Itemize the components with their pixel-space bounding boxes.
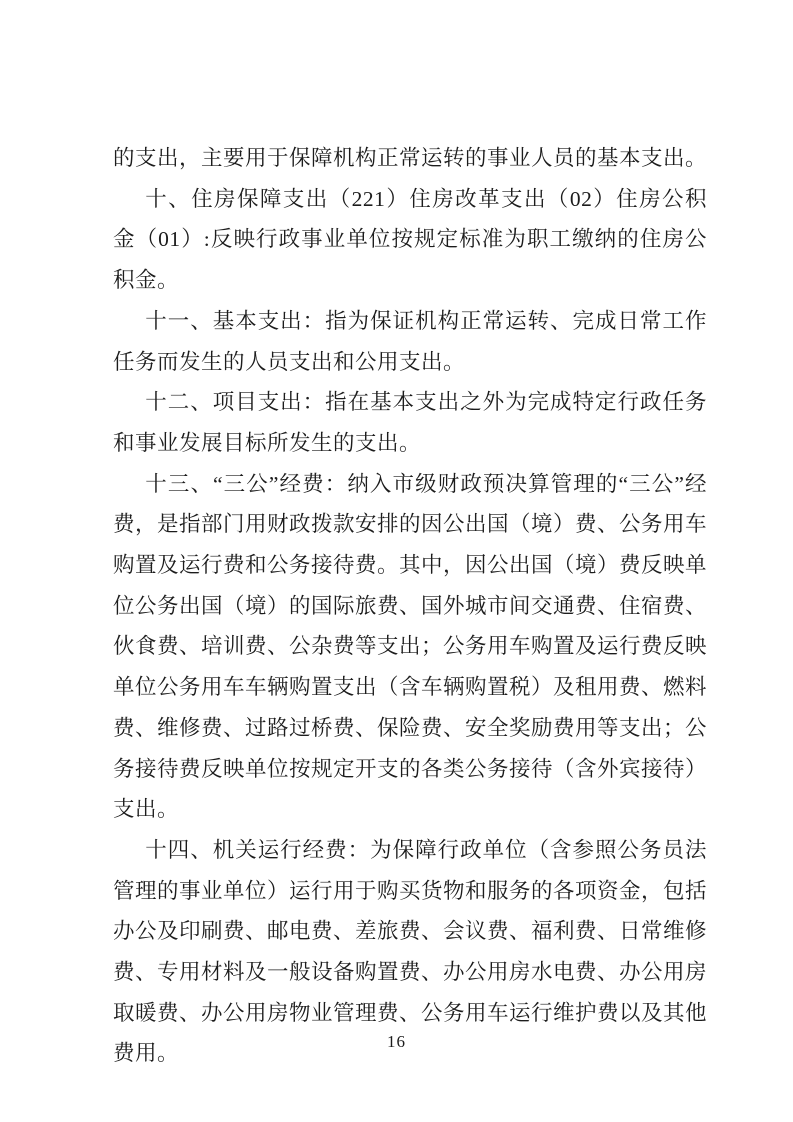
paragraph: 十二、项目支出：指在基本支出之外为完成特定行政任务和事业发展目标所发生的支出。: [113, 390, 707, 455]
document-body: [113, 138, 707, 1074]
paragraph: 十、住房保障支出（221）住房改革支出（02）住房公积金（01）:反映行政事业单位按规定标准为职工缴纳的住房公积金。: [113, 186, 707, 293]
paragraph: 十四、机关运行经费：为保障行政单位（含参照公务员法管理的事业单位）运行用于购买货物和服务的各项资金，包括办公及印刷费、邮电费、差旅费、会议费、福利费、日常维修费、专用材料及一般设备购置费、办公用房水电费、办公用房取暖费、办公用房物业管理费、公务用车运行维护费以及其他费用。: [113, 837, 708, 1066]
page-footer: [0, 1032, 793, 1052]
paragraph: 十三、“三公”经费：纳入市级财政预决算管理的“三公”经费，是指部门用财政拨款安排的因公出国（境）费、公务用车购置及运行费和公务接待费。其中，因公出国（境）费反映单位公务出国（境）的国际旅费、国外城市间交通费、住宿费、伙食费、培训费、公杂费等支出；公务用车购置及运行费反映单位公务用车车辆购置支出（含车辆购置税）及租用费、燃料费、维修费、过路过桥费、保险费、安全奖励费用等支出；公务接待费反映单位按规定开支的各类公务接待（含外宾接待）支出。: [113, 471, 708, 822]
paragraph: 的支出，主要用于保障机构正常运转的事业人员的基本支出。: [113, 146, 708, 170]
paragraph: 十一、基本支出：指为保证机构正常运转、完成日常工作任务而发生的人员支出和公用支出。: [113, 308, 707, 374]
page-number: 16: [387, 1032, 406, 1051]
